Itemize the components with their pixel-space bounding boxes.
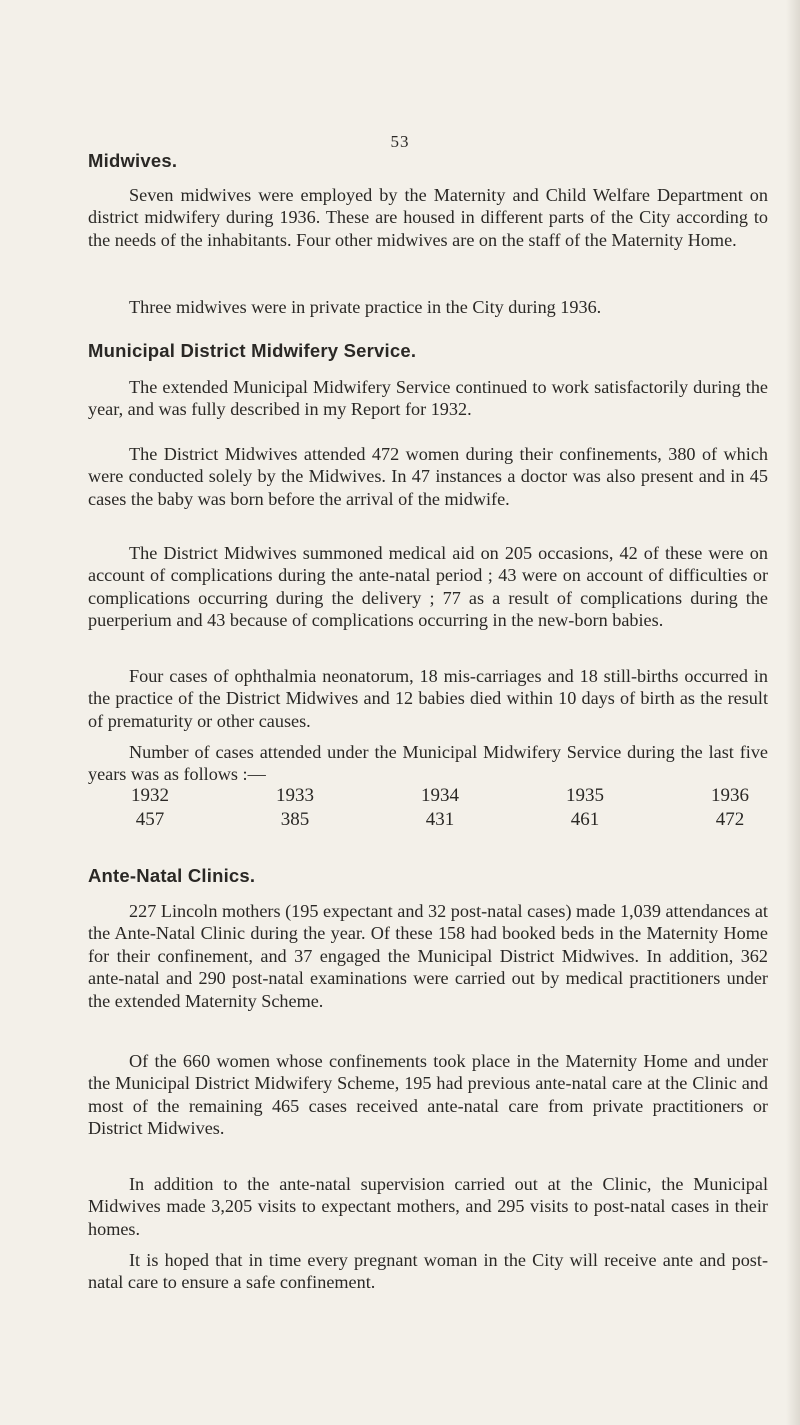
paragraph-midwives-staff: Seven midwives were employed by the Maternity and Child Welfare Department on district midwifery during 1936. These are housed in different parts of the City according to the needs of the inhabitants. Four other midwives are on the staff of the Maternity Home. xyxy=(88,185,768,250)
page-edge-shadow xyxy=(786,0,800,1425)
year-cell: 1935 xyxy=(566,785,604,806)
year-cell: 1936 xyxy=(711,785,749,806)
heading-antenatal-clinics: Ante-Natal Clinics. xyxy=(88,865,256,886)
paragraph-maternity-home: Of the 660 women whose confinements took place in the Maternity Home and under the Municipal District Midwifery Scheme, 195 had previous ante-natal care at the Clinic and most of the remaining 465 cases received ante-natal care from private practitioners or District Midwives. xyxy=(88,1051,768,1139)
paragraph-medical-aid: The District Midwives summoned medical aid on 205 occasions, 42 of these were on account of complications during the ante-natal period ; 43 were on account of difficulties or complications occurring during the delivery ; 77 as a result of complications during the puerperium and 43 because of complications occurring in the new-born babies. xyxy=(88,543,768,631)
year-cell: 1933 xyxy=(276,785,314,806)
paragraph-cases-intro: Number of cases attended under the Municipal Midwifery Service during the last five years was as follows :— xyxy=(88,742,768,785)
paragraph-private-practice: Three midwives were in private practice in the City during 1936. xyxy=(129,297,602,317)
paragraph-extended-service: The extended Municipal Midwifery Service continued to work satisfactorily during the year, and was fully described in my Report for 1932. xyxy=(88,377,768,420)
cases-cell: 461 xyxy=(570,809,600,830)
cases-cell: 385 xyxy=(280,809,310,830)
paragraph-ophthalmia: Four cases of ophthalmia neonatorum, 18 mis-carriages and 18 still-births occurred in the practice of the District Midwives and 12 babies died within 10 days of birth as the result of prematurity or other causes. xyxy=(88,666,768,731)
cases-row xyxy=(120,809,760,833)
year-cell: 1932 xyxy=(131,785,169,806)
cases-cell: 431 xyxy=(425,809,455,830)
heading-midwives: Midwives. xyxy=(88,150,178,171)
cases-by-year-table xyxy=(120,785,760,833)
year-cell: 1934 xyxy=(421,785,459,806)
cases-cell: 457 xyxy=(135,809,165,830)
cases-cell: 472 xyxy=(715,809,745,830)
heading-municipal-service: Municipal District Midwifery Service. xyxy=(88,340,417,361)
page-number: 53 xyxy=(390,132,410,151)
paragraph-closing-hope: It is hoped that in time every pregnant woman in the City will receive ante and post-natal care to ensure a safe confinement. xyxy=(88,1250,768,1293)
years-row xyxy=(120,785,760,809)
paragraph-confinements: The District Midwives attended 472 women during their confinements, 380 of which were conducted solely by the Midwives. In 47 instances a doctor was also present and in 45 cases the baby was born before the arrival of the midwife. xyxy=(88,444,768,509)
paragraph-clinic-attendances: 227 Lincoln mothers (195 expectant and 32 post-natal cases) made 1,039 attendances at the Ante-Natal Clinic during the year. Of these 158 had booked beds in the Maternity Home for their confinement, and 37 engaged the Municipal District Midwives. In addition, 362 ante-natal and 290 post-natal examinations were carried out by medical practitioners under the extended Maternity Scheme. xyxy=(88,901,768,1011)
paragraph-visits: In addition to the ante-natal supervision carried out at the Clinic, the Municipal Midwives made 3,205 visits to expectant mothers, and 295 visits to post-natal cases in their homes. xyxy=(88,1174,768,1239)
